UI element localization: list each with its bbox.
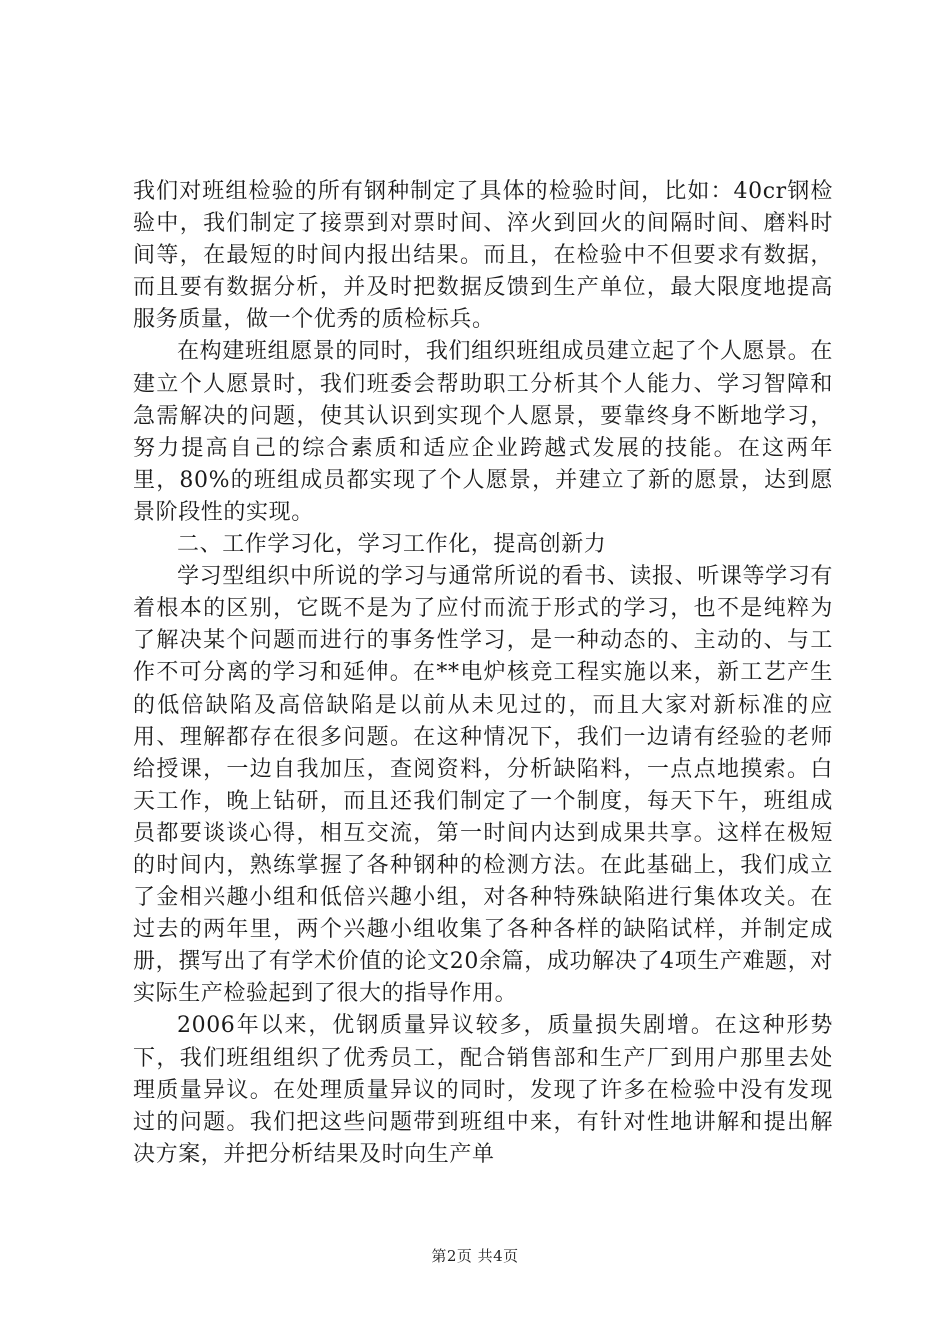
page-number-footer: 第2页 共4页 [431, 1247, 519, 1265]
document-body [133, 176, 833, 1171]
section-heading-learning: 二、工作学习化，学习工作化，提高创新力 [177, 532, 607, 558]
paragraph-inspection-time: 我们对班组检验的所有钢种制定了具体的检验时间，比如：40cr钢检验中，我们制定了接票到对票时间、淬火到回火的间隔时间、磨料时间等，在最短的时间内报出结果。而且，在检验中不但要求有数据，而且要有数据分析，并及时把数据反馈到生产单位，最大限度地提高服务质量，做一个优秀的质检标兵。 [133, 179, 833, 333]
paragraph-quality-objection: 2006年以来，优钢质量异议较多，质量损失剧增。在这种形势下，我们班组组织了优秀员工，配合销售部和生产厂到用户那里去处理质量异议。在处理质量异议的同时，发现了许多在检验中没有发现过的问题。我们把这些问题带到班组中来，有针对性地讲解和提出解决方案，并把分析结果及时向生产单 [133, 1013, 833, 1167]
paragraph-personal-vision: 在构建班组愿景的同时，我们组织班组成员建立起了个人愿景。在建立个人愿景时，我们班委会帮助职工分析其个人能力、学习智障和急需解决的问题，使其认识到实现个人愿景，要靠终身不断地学习，努力提高自己的综合素质和适应企业跨越式发展的技能。在这两年里，80%的班组成员都实现了个人愿景，并建立了新的愿景，达到愿景阶段性的实现。 [133, 339, 833, 525]
paragraph-learning-organization: 学习型组织中所说的学习与通常所说的看书、读报、听课等学习有着根本的区别，它既不是为了应付而流于形式的学习，也不是纯粹为了解决某个问题而进行的事务性学习，是一种动态的、主动的、与工作不可分离的学习和延伸。在**电炉核竞工程实施以来，新工艺产生的低倍缺陷及高倍缺陷是以前从未见过的，而且大家对新标准的应用、理解都存在很多问题。在这种情况下，我们一边请有经验的老师给授课，一边自我加压，查阅资料，分析缺陷料，一点点地摸索。白天工作，晚上钻研，而且还我们制定了一个制度，每天下午，班组成员都要谈谈心得，相互交流，第一时间内达到成果共享。这样在极短的时间内，熟练掌握了各种钢种的检测方法。在此基础上，我们成立了金相兴趣小组和低倍兴趣小组，对各种特殊缺陷进行集体攻关。在过去的两年里，两个兴趣小组收集了各种各样的缺陷试样，并制定成册，撰写出了有学术价值的论文20余篇，成功解决了4项生产难题，对实际生产检验起到了很大的指导作用。 [133, 564, 833, 1007]
